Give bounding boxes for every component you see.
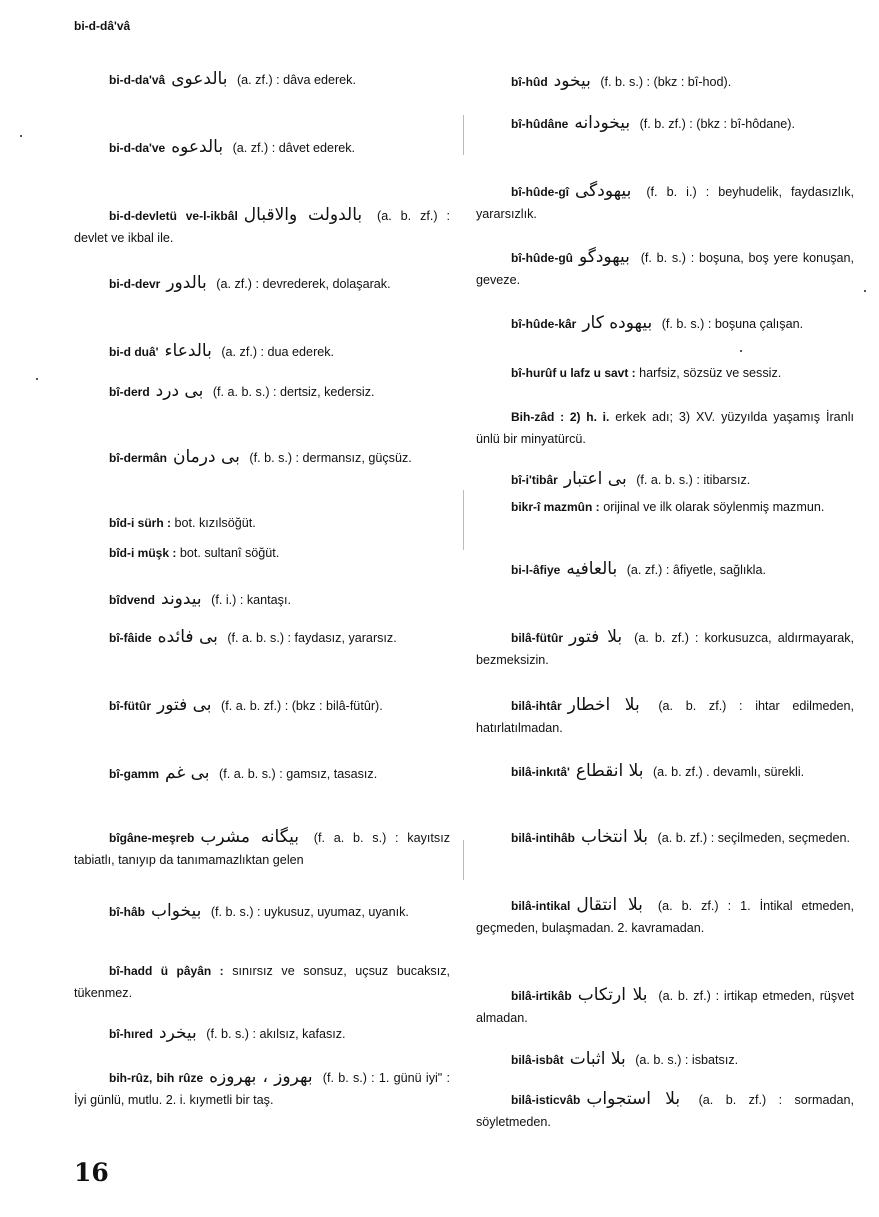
dictionary-entry <box>476 626 854 671</box>
dictionary-entry <box>476 406 854 450</box>
dictionary-entry <box>74 136 450 159</box>
entry-headword: bî-fütûr <box>109 699 151 713</box>
entry-arabic-script: بيخرد <box>159 1023 197 1043</box>
dictionary-entry <box>476 468 854 491</box>
entry-definition: (f. a. b. s.) : itibarsız. <box>636 473 751 487</box>
entry-arabic-script: بيدوند <box>161 589 202 609</box>
column-divider <box>463 490 464 550</box>
entry-headword: bîd-i sürh : <box>109 516 171 530</box>
entry-arabic-script: بيهودگو <box>578 247 630 267</box>
entry-definition: sınırsız ve sonsuz, uçsuz bucaksız, tükenmez. <box>74 964 450 1000</box>
entry-arabic-script: بيخواب <box>151 901 202 921</box>
dictionary-entry <box>74 1022 450 1045</box>
dictionary-entry <box>74 542 450 564</box>
entry-headword: bî-dermân <box>109 451 168 465</box>
entry-headword: bî-hâb <box>109 905 145 919</box>
entry-arabic-script: بلا انتقال <box>576 895 643 915</box>
entry-definition: (f. b. s.) : uykusuz, uyumaz, uyanık. <box>210 905 409 919</box>
dictionary-entry <box>476 984 854 1029</box>
entry-arabic-script: بيخودانه <box>574 113 631 133</box>
scan-speck <box>740 350 742 352</box>
entry-definition: harfsiz, sözsüz ve sessiz. <box>639 366 782 380</box>
entry-arabic-script: بيهودگى <box>574 181 632 201</box>
entry-definition: (a. b. zf.) : seçilmeden, seçmeden. <box>657 831 851 845</box>
entry-arabic-script: بى اعتبار <box>563 469 627 489</box>
entry-headword: bi-d duâ' <box>109 345 159 359</box>
entry-arabic-script: بالدعاء <box>164 341 212 361</box>
scan-speck <box>20 135 22 137</box>
dictionary-entry <box>74 446 450 469</box>
entry-definition: (a. b. zf.) : sormadan, söyletmeden. <box>476 1093 855 1129</box>
entry-headword: bî-i'tibâr <box>511 473 558 487</box>
entry-definition: (f. a. b. zf.) : (bkz : bilâ-fütûr). <box>221 699 383 713</box>
entry-definition: (a. zf.) : devrederek, dolaşarak. <box>216 277 391 291</box>
entry-arabic-script: بى فائده <box>157 627 218 647</box>
entry-headword: bih-rûz, bih rûze <box>109 1071 204 1085</box>
column-divider <box>463 840 464 880</box>
entry-arabic-script: بالدعوى <box>171 69 228 89</box>
entry-arabic-script: بلا انتخاب <box>581 827 649 847</box>
entry-definition: (f. a. b. s.) : gamsız, tasasız. <box>219 767 378 781</box>
entry-headword: bilâ-isbât <box>511 1053 564 1067</box>
entry-headword: bilâ-intihâb <box>511 831 575 845</box>
entry-arabic-script: بهروز ، بهروزه <box>209 1067 313 1087</box>
entry-definition: (f. a. b. s.) : dertsiz, kedersiz. <box>212 385 375 399</box>
entry-definition: (f. a. b. s.) : kayıtsız tabiatlı, tanıyıp da tanımamazlıktan gelen <box>74 831 450 867</box>
entry-headword: bi-d-da'vâ <box>109 73 166 87</box>
entry-definition: (a. zf.) : âfiyetle, sağlıkla. <box>626 563 766 577</box>
entry-headword: bîdvend <box>109 593 156 607</box>
entry-headword: bîd-i müşk : <box>109 546 177 560</box>
dictionary-entry <box>74 762 450 785</box>
entry-definition: (f. i.) : kantaşı. <box>211 593 291 607</box>
dictionary-entry <box>476 246 854 291</box>
entry-headword: Bih-zâd : 2) h. i. <box>511 410 610 424</box>
entry-headword: bî-hûde-kâr <box>511 317 577 331</box>
entry-definition: bot. kızılsöğüt. <box>174 516 256 530</box>
entry-headword: bî-hûdâne <box>511 117 569 131</box>
entry-headword: bî-hıred <box>109 1027 153 1041</box>
entry-definition: (a. zf.) : dâvet ederek. <box>232 141 356 155</box>
running-header: bi-d-dâ'vâ <box>74 19 131 33</box>
entry-arabic-script: بيخود <box>553 71 591 91</box>
entry-definition: orijinal ve ilk olarak söylenmiş mazmun. <box>603 500 825 514</box>
entry-headword: bî-hûde-gû <box>511 251 573 265</box>
entry-definition: (a. b. zf.) : korkusuzca, aldırmayarak, bezmeksizin. <box>476 631 855 667</box>
dictionary-entry <box>74 960 450 1004</box>
dictionary-entry <box>74 826 450 871</box>
entry-arabic-script: بلا انقطاع <box>575 761 644 781</box>
entry-headword: bilâ-fütûr <box>511 631 563 645</box>
entry-definition: (a. b. zf.) : 1. İntikal etmeden, geçmeden, bulaşmadan. 2. kavramadan. <box>476 899 855 935</box>
dictionary-entry <box>476 894 854 939</box>
entry-headword: bî-fâide <box>109 631 152 645</box>
entry-headword: bî-hûde-gî <box>511 185 569 199</box>
entry-definition: (f. b. s.) : boşuna, boş yere konuşan, geveze. <box>476 251 854 287</box>
entry-definition: (f. b. s.) : (bkz : bî-hod). <box>600 75 732 89</box>
entry-arabic-script: بى درد <box>155 381 204 401</box>
dictionary-entry <box>476 180 854 225</box>
entry-headword: bîgâne-meşreb <box>109 831 195 845</box>
entry-arabic-script: بيگانه مشرب <box>200 827 299 847</box>
dictionary-entry <box>74 204 450 249</box>
entry-definition: (f. b. s.) : akılsız, kafasız. <box>206 1027 346 1041</box>
entry-arabic-script: بلا ارتكاب <box>577 985 648 1005</box>
entry-headword: bi-l-âfiye <box>511 563 561 577</box>
entry-headword: bilâ-irtikâb <box>511 989 572 1003</box>
entry-definition: (a. b. zf.) : ihtar edilmeden, hatırlatılmadan. <box>476 699 854 735</box>
entry-definition: (f. b. zf.) : (bkz : bî-hôdane). <box>639 117 795 131</box>
entry-headword: bi-d-da've <box>109 141 166 155</box>
dictionary-entry <box>74 68 450 91</box>
column-divider <box>463 115 464 155</box>
entry-arabic-script: بيهوده كار <box>582 313 653 333</box>
entry-arabic-script: بلا اثبات <box>569 1049 626 1069</box>
entry-definition: (f. b. s.) : 1. günü iyi" : İyi günlü, mutlu. 2. i. kıymetli bir taş. <box>74 1071 451 1107</box>
scan-speck <box>864 290 866 292</box>
dictionary-entry <box>74 340 450 363</box>
dictionary-entry <box>476 1088 854 1133</box>
entry-arabic-script: بلا استجواب <box>586 1089 681 1109</box>
entry-definition: (a. b. s.) : isbatsız. <box>635 1053 739 1067</box>
entry-arabic-script: بالدور <box>166 273 207 293</box>
entry-arabic-script: بى درمان <box>173 447 240 467</box>
entry-arabic-script: بى غم <box>165 763 210 783</box>
dictionary-entry <box>74 694 450 717</box>
dictionary-entry <box>74 900 450 923</box>
entry-headword: bilâ-intikal <box>511 899 571 913</box>
entry-definition: (f. b. s.) : boşuna çalışan. <box>661 317 804 331</box>
entry-headword: bî-gamm <box>109 767 160 781</box>
entry-definition: (a. zf.) : dâva ederek. <box>236 73 356 87</box>
entry-headword: bî-hurûf u lafz u savt : <box>511 366 636 380</box>
entry-arabic-script: بالدولت والاقبال <box>243 205 363 225</box>
dictionary-entry <box>74 588 450 611</box>
entry-definition: erkek adı; 3) XV. yüzyılda yaşamış İranlı ünlü bir minyatürcü. <box>476 410 854 446</box>
entry-headword: bî-hûd <box>511 75 548 89</box>
entry-headword: bikr-î mazmûn : <box>511 500 600 514</box>
entry-definition: (f. b. i.) : beyhudelik, faydasızlık, yararsızlık. <box>476 185 855 221</box>
entry-headword: bî-derd <box>109 385 150 399</box>
dictionary-entry <box>476 826 854 849</box>
dictionary-entry <box>74 626 450 649</box>
entry-headword: bilâ-inkıtâ' <box>511 765 570 779</box>
entry-headword: bilâ-ihtâr <box>511 699 562 713</box>
entry-definition: (f. b. s.) : dermansız, güçsüz. <box>249 451 412 465</box>
entry-definition: bot. sultanî söğüt. <box>179 546 280 560</box>
entry-headword: bî-hadd ü pâyân : <box>109 964 224 978</box>
dictionary-entry <box>74 512 450 534</box>
dictionary-entry <box>476 694 854 739</box>
dictionary-entry <box>476 496 854 518</box>
dictionary-entry <box>476 312 854 335</box>
entry-arabic-script: بى فتور <box>156 695 212 715</box>
dictionary-entry <box>476 362 854 384</box>
entry-headword: bi-d-devr <box>109 277 161 291</box>
entry-arabic-script: بالدعوه <box>171 137 224 157</box>
entry-headword: bi-d-devletü ve-l-ikbâl <box>109 209 238 223</box>
page-number: 16 <box>74 1158 109 1187</box>
dictionary-entry <box>74 272 450 295</box>
dictionary-entry <box>476 70 854 93</box>
entry-definition: (a. zf.) : dua ederek. <box>221 345 335 359</box>
entry-definition: (a. b. zf.) : irtikap etmeden, rüşvet almadan. <box>476 989 855 1025</box>
entry-definition: (a. b. zf.) : devlet ve ikbal ile. <box>74 209 450 245</box>
dictionary-entry <box>476 760 854 783</box>
entry-headword: bilâ-isticvâb <box>511 1093 581 1107</box>
entry-arabic-script: بلا فتور <box>569 627 623 647</box>
scan-speck <box>36 378 38 380</box>
entry-arabic-script: بالعافيه <box>566 559 618 579</box>
entry-arabic-script: بلا اخطار <box>567 695 640 715</box>
dictionary-entry <box>476 112 854 135</box>
dictionary-entry <box>74 380 450 403</box>
entry-definition: (f. a. b. s.) : faydasız, yararsız. <box>227 631 397 645</box>
dictionary-entry <box>476 558 854 581</box>
dictionary-entry <box>74 1066 450 1111</box>
dictionary-entry <box>476 1048 854 1071</box>
entry-definition: (a. b. zf.) . devamlı, sürekli. <box>652 765 805 779</box>
